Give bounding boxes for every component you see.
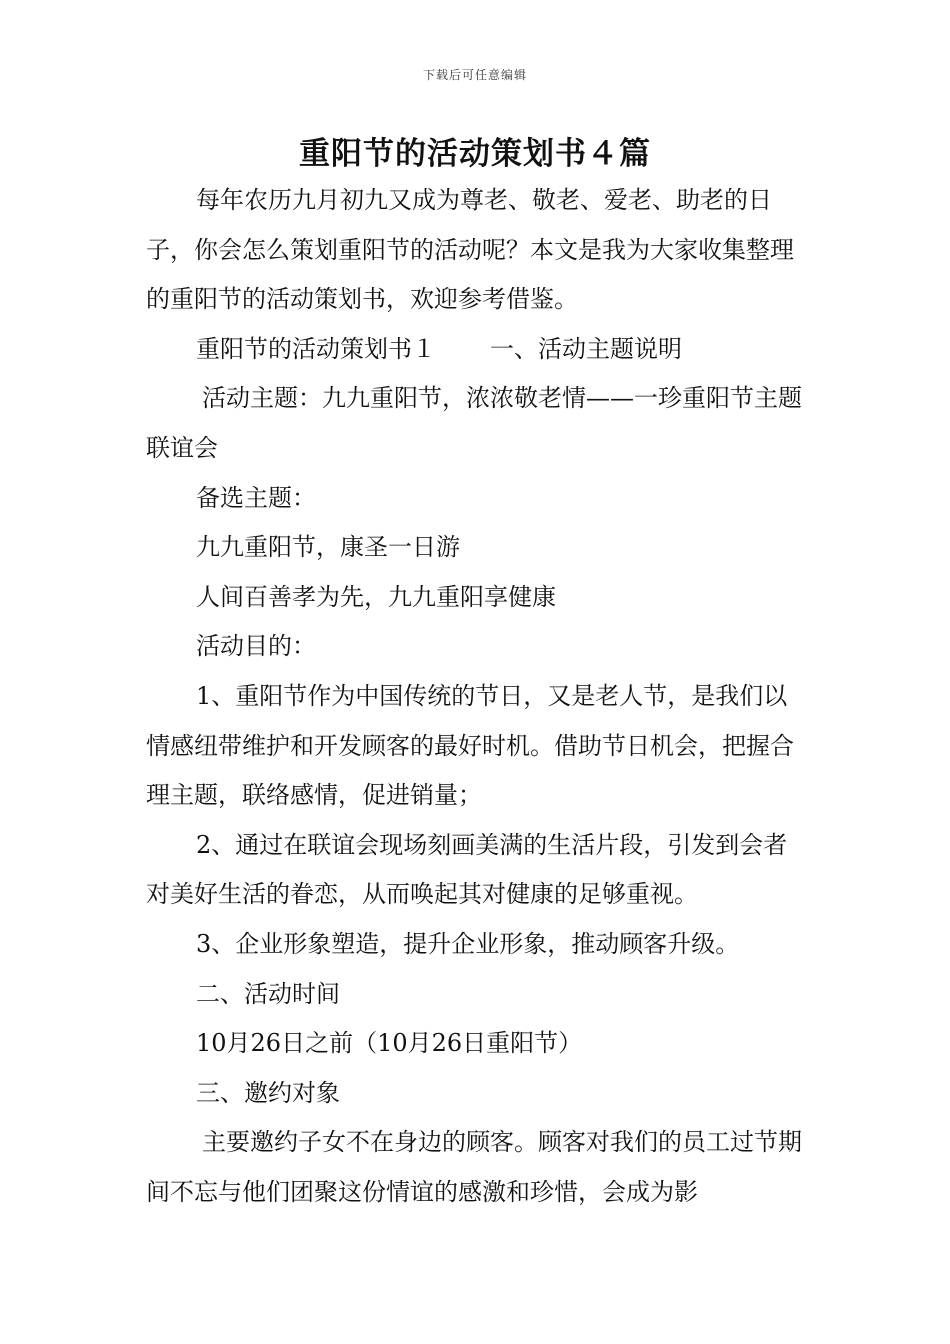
alt-theme-item: 人间百善孝为先，九九重阳享健康 [196, 582, 556, 611]
intro-paragraph: 每年农历九月初九又成为尊老、敬老、爱老、助老的日子，你会怎么策划重阳节的活动呢？本文是我为大家收集整理的重阳节的活动策划书，欢迎参考借鉴。 [146, 186, 794, 314]
theme-paragraph: 活动主题：九九重阳节，浓浓敬老情——一珍重阳节主题联谊会 [146, 384, 802, 462]
header-note: 下载后可任意编辑 [422, 68, 527, 82]
purpose-item: 1、重阳节作为中国传统的节日，又是老人节，是我们以情感纽带维护和开发顾客的最好时机。借助节日机会，把握合理主题，联络感情，促进销量； [146, 681, 794, 810]
section-heading-time: 二、活动时间 [196, 979, 340, 1008]
document-body [146, 176, 810, 1217]
time-paragraph: 10月26日之前（10月26日重阳节） [196, 1029, 583, 1058]
section-heading-invitees: 三、邀约对象 [196, 1078, 340, 1107]
purpose-label: 活动目的： [196, 632, 316, 661]
purpose-item: 3、企业形象塑造，提升企业形象，推动顾客升级。 [196, 929, 740, 958]
plan-heading-line [146, 325, 810, 375]
purpose-item: 2、通过在联谊会现场刻画美满的生活片段，引发到会者对美好生活的眷恋，从而唤起其对健康的足够重视。 [146, 830, 788, 909]
section-heading-theme: 一、活动主题说明 [490, 334, 682, 363]
document-title: 重阳节的活动策划书４篇 [299, 136, 651, 172]
invitees-paragraph: 主要邀约子女不在身边的顾客。顾客对我们的员工过节期间不忘与他们团聚这份情谊的感激和珍惜，会成为影 [146, 1128, 802, 1206]
alt-theme-label: 备选主题： [196, 483, 316, 512]
alt-theme-item: 九九重阳节，康圣一日游 [196, 533, 460, 562]
plan-label: 重阳节的活动策划书１ [196, 334, 436, 363]
